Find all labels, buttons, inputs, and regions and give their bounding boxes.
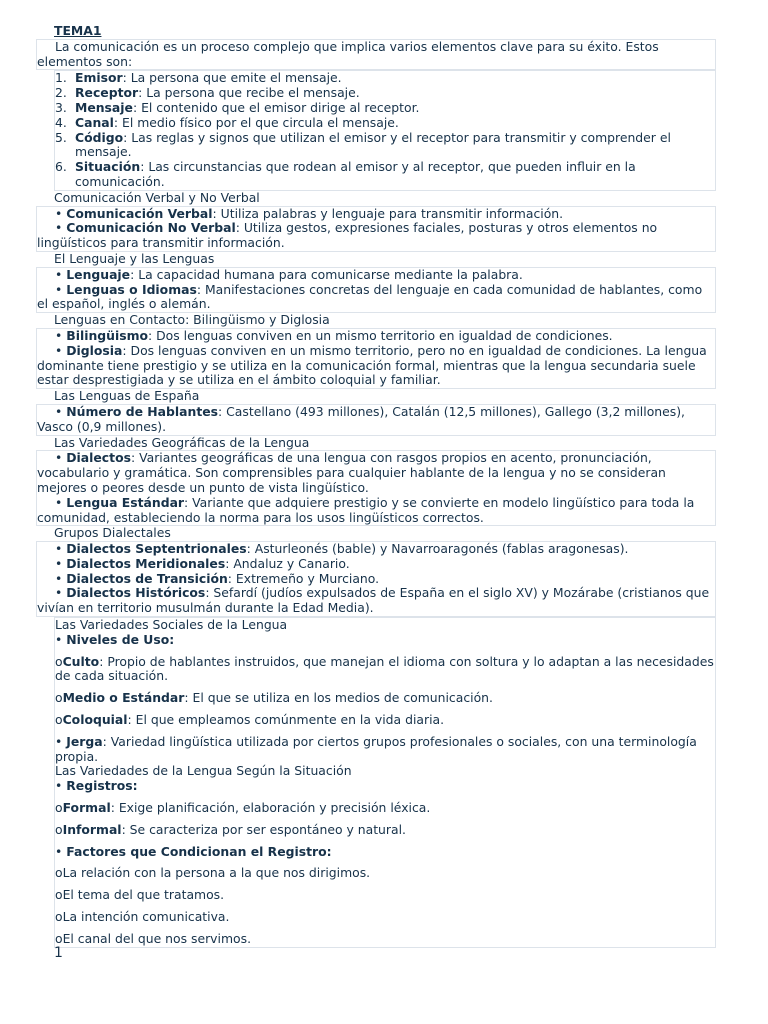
item-number: 5. (55, 129, 67, 145)
sub-term: Informal (62, 821, 122, 837)
item-text: : La persona que emite el mensaje. (122, 70, 342, 86)
section-heading: Lenguas en Contacto: Bilingüismo y Diglosia (54, 312, 330, 328)
bullet-term: Dialectos de Transición (66, 570, 228, 586)
item-term: Situación (75, 159, 141, 175)
bullet-glyph: • (55, 281, 63, 297)
section-heading: El Lenguaje y las Lenguas (54, 250, 215, 266)
section-heading: Las Variedades de la Lengua Según la Situación (55, 763, 352, 779)
sub-item (55, 888, 715, 903)
bullet-glyph: • (55, 585, 63, 601)
bullet-term: Factores que Condicionan el Registro (66, 843, 327, 859)
bullet-item (55, 735, 715, 765)
bullet-term: Comunicación No Verbal (66, 220, 236, 236)
item-number: 3. (55, 99, 67, 115)
bullet-glyph: • (55, 843, 63, 859)
section-box (36, 328, 716, 389)
section-box (36, 541, 716, 617)
bullet-item (37, 221, 715, 251)
bullet-term: Dialectos Históricos (66, 585, 206, 601)
bullet-glyph: • (55, 494, 63, 510)
bullet-colon: : (326, 843, 332, 859)
bullet-text: : Utiliza palabras y lenguaje para transmitir información. (212, 205, 564, 221)
circle-bullet-icon: o (55, 800, 63, 816)
item-term: Emisor (75, 70, 123, 86)
bullet-item (37, 268, 715, 283)
circle-bullet-icon: o (55, 653, 63, 669)
bullet-term: Dialectos (66, 450, 131, 466)
list-item (55, 116, 715, 131)
sub-item (55, 932, 715, 947)
item-text: : El medio físico por el que circula el mensaje. (113, 114, 399, 130)
item-text: : Las circunstancias que rodean al emisor y al receptor, que pueden influir en la comunicación. (75, 159, 636, 189)
sub-text: La intención comunicativa. (62, 909, 230, 925)
varieties-box (54, 617, 716, 948)
sub-term: Medio o Estándar (62, 690, 185, 706)
bullet-term: Dialectos Septentrionales (66, 541, 247, 557)
bullet-term: Dialectos Meridionales (66, 555, 226, 571)
sub-text: La relación con la persona a la que nos dirigimos. (62, 865, 371, 881)
list-item (55, 160, 715, 190)
bullet-term: Comunicación Verbal (66, 205, 213, 221)
intro-paragraph (36, 39, 716, 71)
bullet-item (37, 542, 715, 557)
bullet-term: Lenguas o Idiomas (66, 281, 197, 297)
sub-text: : Exige planificación, elaboración y precisión léxica. (110, 800, 431, 816)
elements-box (54, 70, 716, 190)
bullet-term: Número de Hablantes (66, 403, 219, 419)
bullet-item (37, 586, 715, 616)
bullet-glyph: • (55, 220, 63, 236)
bullet-item (55, 845, 715, 860)
bullet-glyph: • (55, 570, 63, 586)
bullet-item (37, 207, 715, 222)
bullet-term: Diglosia (66, 342, 123, 358)
sub-text: : Propio de hablantes instruidos, que manejan el idioma con soltura y lo adaptan a las necesidades de cada situación. (55, 653, 714, 684)
sub-item (55, 801, 715, 816)
sub-item (55, 823, 715, 838)
elements-list (55, 71, 715, 189)
sub-item (55, 910, 715, 925)
sub-term: Coloquial (62, 712, 128, 728)
list-item (55, 71, 715, 86)
bullet-glyph: • (55, 342, 63, 358)
section-box (36, 404, 716, 436)
circle-bullet-icon: o (55, 821, 63, 837)
bullet-text: : Variante que adquiere prestigio y se convierte en modelo lingüístico para toda la comunidad, estableciendo la norma para los usos lingüísticos correctos. (37, 494, 695, 525)
sub-item (55, 866, 715, 881)
bullet-item (55, 779, 715, 794)
bullet-text: : Andaluz y Canario. (225, 555, 350, 571)
sub-item (55, 655, 715, 685)
section-heading: Comunicación Verbal y No Verbal (54, 189, 260, 205)
circle-bullet-icon: o (55, 865, 63, 881)
bullet-text: : Asturleonés (bable) y Navarroaragonés (fablas aragonesas). (246, 541, 629, 557)
bullet-text: : Dos lenguas conviven en un mismo territorio, pero no en igualdad de condiciones. La lengua dominante tiene prestigio y se utiliza en la comunicación formal, mientras que la lengua secundaria suele estar desprestigiada y se utiliza en el ámbito coloquial y familiar. (37, 342, 707, 388)
circle-bullet-icon: o (55, 930, 63, 946)
bullet-item (37, 572, 715, 587)
section-heading: Las Variedades Geográficas de la Lengua (54, 434, 310, 450)
sub-text: : El que se utiliza en los medios de comunicación. (184, 690, 493, 706)
item-term: Mensaje (75, 99, 133, 115)
section-box (36, 267, 716, 313)
list-item (55, 86, 715, 101)
bullet-colon: : (132, 778, 138, 794)
sub-item (55, 713, 715, 728)
bullet-term: Registros (66, 778, 133, 794)
section-heading: Grupos Dialectales (54, 525, 171, 541)
bullet-text: : Variantes geográficas de una lengua con rasgos propios en acento, pronunciación, vocabulario y gramática. Son comprensibles para cualquier hablante de la lengua y no se consideran mejores o peores desde un punto de vista lingüístico. (37, 450, 666, 495)
bullet-glyph: • (55, 205, 63, 221)
bullet-text: : Sefardí (judíos expulsados de España en el siglo XV) y Mozárabe (cristianos que vivían en territorio musulmán durante la Edad Media). (37, 585, 710, 616)
circle-bullet-icon: o (55, 712, 63, 728)
sub-term: Culto (62, 653, 100, 669)
list-item (55, 131, 715, 161)
intro-rest: elementos son: (37, 53, 133, 69)
bullet-glyph: • (55, 555, 63, 571)
bullet-text: : Manifestaciones concretas del lenguaje en cada comunidad de hablantes, como el español, inglés o alemán. (37, 281, 703, 312)
section-heading: Las Lenguas de España (54, 388, 200, 404)
bullet-term: Jerga (66, 733, 103, 749)
bullet-item (37, 557, 715, 572)
bullet-term: Lenguaje (66, 266, 131, 282)
bullet-item (37, 496, 715, 526)
bullet-glyph: • (55, 450, 63, 466)
item-text: : Las reglas y signos que utilizan el emisor y el receptor para transmitir y comprender el mensaje. (75, 129, 671, 160)
item-number: 1. (55, 70, 67, 86)
sub-term: Formal (62, 800, 111, 816)
bullet-text: : Variedad lingüística utilizada por ciertos grupos profesionales o sociales, con una terminología propia. (55, 733, 697, 764)
bullet-item (37, 344, 715, 388)
bullet-item (37, 329, 715, 344)
bullet-glyph: • (55, 631, 63, 647)
bullet-item (37, 283, 715, 313)
bullet-glyph: • (55, 403, 63, 419)
bullet-glyph: • (55, 327, 63, 343)
intro-first-line: La comunicación es un proceso complejo que implica varios elementos clave para su éxito. Estos (55, 38, 659, 54)
circle-bullet-icon: o (55, 690, 63, 706)
bullet-glyph: • (55, 778, 63, 794)
item-number: 6. (55, 159, 67, 175)
list-item (55, 101, 715, 116)
bullet-text: : La capacidad humana para comunicarse mediante la palabra. (130, 266, 523, 282)
bullet-glyph: • (55, 541, 63, 557)
bullet-text: : Utiliza gestos, expresiones faciales, posturas y otros elementos no lingüísticos para transmitir información. (37, 220, 658, 251)
bullet-text: : Dos lenguas conviven en un mismo territorio en igualdad de condiciones. (148, 327, 613, 343)
item-term: Código (75, 129, 124, 145)
sub-item (55, 691, 715, 706)
section-heading: Las Variedades Sociales de la Lengua (55, 617, 288, 633)
circle-bullet-icon: o (55, 909, 63, 925)
bullet-text: : Castellano (493 millones), Catalán (12,5 millones), Gallego (3,2 millones), Vasco (0,9 millones). (37, 403, 685, 434)
bullet-item (55, 633, 715, 648)
item-term: Receptor (75, 85, 139, 101)
bullet-colon: : (169, 631, 175, 647)
sub-text: : Se caracteriza por ser espontáneo y natural. (121, 821, 406, 837)
bullet-glyph: • (55, 266, 63, 282)
sub-text: El canal del que nos servimos. (62, 930, 252, 946)
sub-text: : El que empleamos comúnmente en la vida diaria. (127, 712, 445, 728)
document-page (36, 24, 716, 948)
page-number: 1 (54, 945, 63, 961)
bullet-term: Niveles de Uso (66, 631, 170, 647)
bullet-item (37, 405, 715, 435)
document-title: TEMA1 (54, 23, 102, 38)
item-term: Canal (75, 114, 114, 130)
section-box (36, 206, 716, 252)
item-text: : La persona que recibe el mensaje. (138, 85, 360, 101)
circle-bullet-icon: o (55, 887, 63, 903)
sub-text: El tema del que tratamos. (62, 887, 225, 903)
section-box (36, 450, 716, 526)
bullet-term: Bilingüismo (66, 327, 149, 343)
bullet-term: Lengua Estándar (66, 494, 185, 510)
bullet-text: : Extremeño y Murciano. (227, 570, 380, 586)
item-number: 2. (55, 85, 67, 101)
item-text: : El contenido que el emisor dirige al receptor. (132, 99, 420, 115)
item-number: 4. (55, 114, 67, 130)
bullet-item (37, 451, 715, 495)
bullet-glyph: • (55, 733, 63, 749)
